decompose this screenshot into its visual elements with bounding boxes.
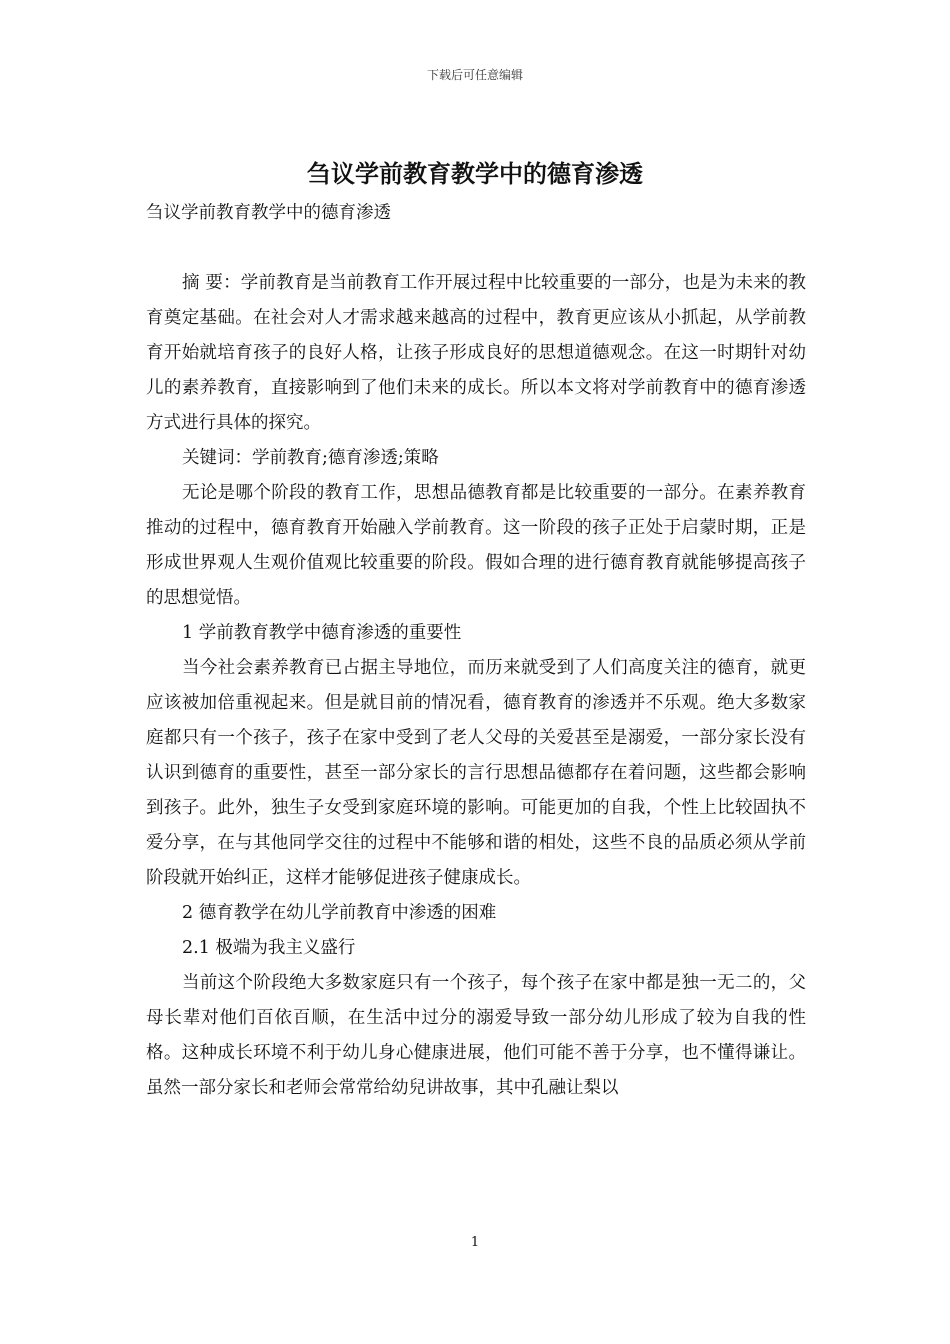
page-header-note: 下载后可任意编辑 [426,68,523,82]
section-heading-1: 1 学前教育教学中德育渗透的重要性 [182,623,462,643]
subsection-2-1-paragraph: 当前这个阶段绝大多数家庭只有一个孩子，每个孩子在家中都是独一无二的，父母长辈对他们百依百顺，在生活中过分的溺爱导致一部分幼儿形成了较为自我的性格。这种成长环境不利于幼儿身心健康进展，他们可能不善于分享，也不懂得谦让。虽然一部分家长和老师会常常给幼兒讲故事，其中孔融让梨以 [146,973,806,1098]
page-number: 1 [470,1235,480,1250]
document-body [146,196,806,1106]
section-1-paragraph: 当今社会素养教育已占据主导地位，而历来就受到了人们高度关注的德育，就更应该被加倍重视起来。但是就目前的情况看，德育教育的渗透并不乐观。绝大多数家庭都只有一个孩子，孩子在家中受到了老人父母的关爱甚至是溺爱，一部分家长没有认识到德育的重要性，甚至一部分家长的言行思想品德都存在着问题，这些都会影响到孩子。此外，独生子女受到家庭环境的影响。可能更加的自我，个性上比较固执不爱分享，在与其他同学交往的过程中不能够和谐的相处，这些不良的品质必须从学前阶段就开始纠正，这样才能够促进孩子健康成长。 [146,658,806,888]
keywords-paragraph: 关键词：学前教育;德育渗透;策略 [182,448,439,468]
section-heading-2: 2 德育教学在幼儿学前教育中渗透的困难 [182,903,497,923]
intro-paragraph: 无论是哪个阶段的教育工作，思想品德教育都是比较重要的一部分。在素养教育推动的过程中，德育教育开始融入学前教育。这一阶段的孩子正处于启蒙时期，正是形成世界观人生观价值观比较重要的阶段。假如合理的进行德育教育就能够提高孩子的思想觉悟。 [146,483,806,608]
document-title: 刍议学前教育教学中的德育渗透 [307,160,643,188]
document-subtitle: 刍议学前教育教学中的德育渗透 [146,203,391,223]
subsection-heading-2-1: 2.1 极端为我主义盛行 [182,938,356,958]
abstract-paragraph: 摘 要：学前教育是当前教育工作开展过程中比较重要的一部分，也是为未来的教育奠定基础。在社会对人才需求越来越高的过程中，教育更应该从小抓起，从学前教育开始就培育孩子的良好人格，让孩子形成良好的思想道德观念。在这一时期针对幼儿的素养教育，直接影响到了他们未来的成长。所以本文将对学前教育中的德育渗透方式进行具体的探究。 [146,273,806,433]
